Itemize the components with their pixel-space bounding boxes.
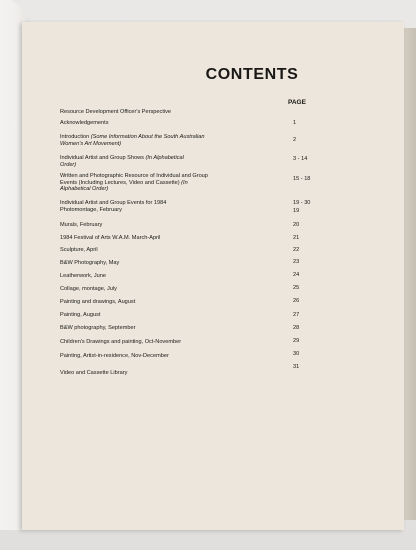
toc-entry-title: Photomontage, February [60,207,122,213]
toc-entry-title: Children's Drawings and painting, Oct-November [60,339,182,345]
toc-entry-title: B&W Photography, May [60,260,120,266]
toc-entry-title: Painting, Artist-in-residence, Nov-December [60,353,169,359]
toc-entry-title: Resource Development Officer's Perspective [60,109,172,115]
toc-entry-title: Painting, August [60,312,101,318]
contents-page [22,22,404,530]
toc-entry-title: Individual Artist and Group Events for 1984 [60,200,167,206]
toc-entry-title: Murals, February [60,222,103,228]
toc-entry-page: 29 [293,338,300,344]
toc-entry-page: 3 - 14 [293,156,308,162]
toc-entry-page: 24 [293,272,300,278]
page-column-header: PAGE [288,99,306,106]
entry-text: Individual Artist and Group Shows [60,155,146,161]
toc-entry-title [60,155,190,168]
toc-entry-title: Acknowledgements [60,120,109,126]
toc-entry-title: Collage, montage, July [60,286,117,292]
toc-entry-page: 23 [293,259,300,265]
entry-subtitle: (In Alphabetical Order) [60,179,188,193]
entry-subtitle: (Some Information About the South Australian Women's Art Movement) [60,134,205,147]
toc-entry-title: Sculpture, April [60,247,98,253]
toc-entry-page: 1 [293,120,297,126]
toc-entry-title: Leatherwork, June [60,273,107,279]
page-title: CONTENTS [205,66,299,83]
toc-entry-page: 21 [293,235,300,241]
toc-entry-title [60,173,210,193]
toc-entry-page: 22 [293,247,300,253]
toc-entry-page: 20 [293,222,300,228]
toc-entry-title: B&W photography, September [60,325,136,331]
toc-entry-page: 26 [293,298,300,304]
entry-subtitle: (In Alphabetical Order) [60,155,184,168]
toc-entry-title: 1984 Festival of Arts W.A.M. March-April [60,235,161,241]
toc-entry-page: 30 [293,351,300,357]
toc-entry-page: 15 - 18 [293,176,311,182]
toc-entry-page: 27 [293,312,300,318]
toc-entry-page: 25 [293,285,300,291]
toc-entry-page: 2 [293,137,297,143]
entry-text: Introduction [60,134,91,140]
entry-text: Written and Photographic Resource of Individual and Group Events (Including Lectures, Video and Cassette) [60,173,208,186]
toc-entry-page: 19 - 30 [293,200,311,206]
toc-entry-page: 19 [293,208,300,214]
toc-entry-page: 28 [293,325,300,331]
toc-entry-title: Painting and drawings, August [60,299,136,305]
toc-entry-title: Video and Cassette Library [60,370,128,376]
toc-entry-page: 31 [293,364,300,370]
toc-entry-title [60,134,210,147]
